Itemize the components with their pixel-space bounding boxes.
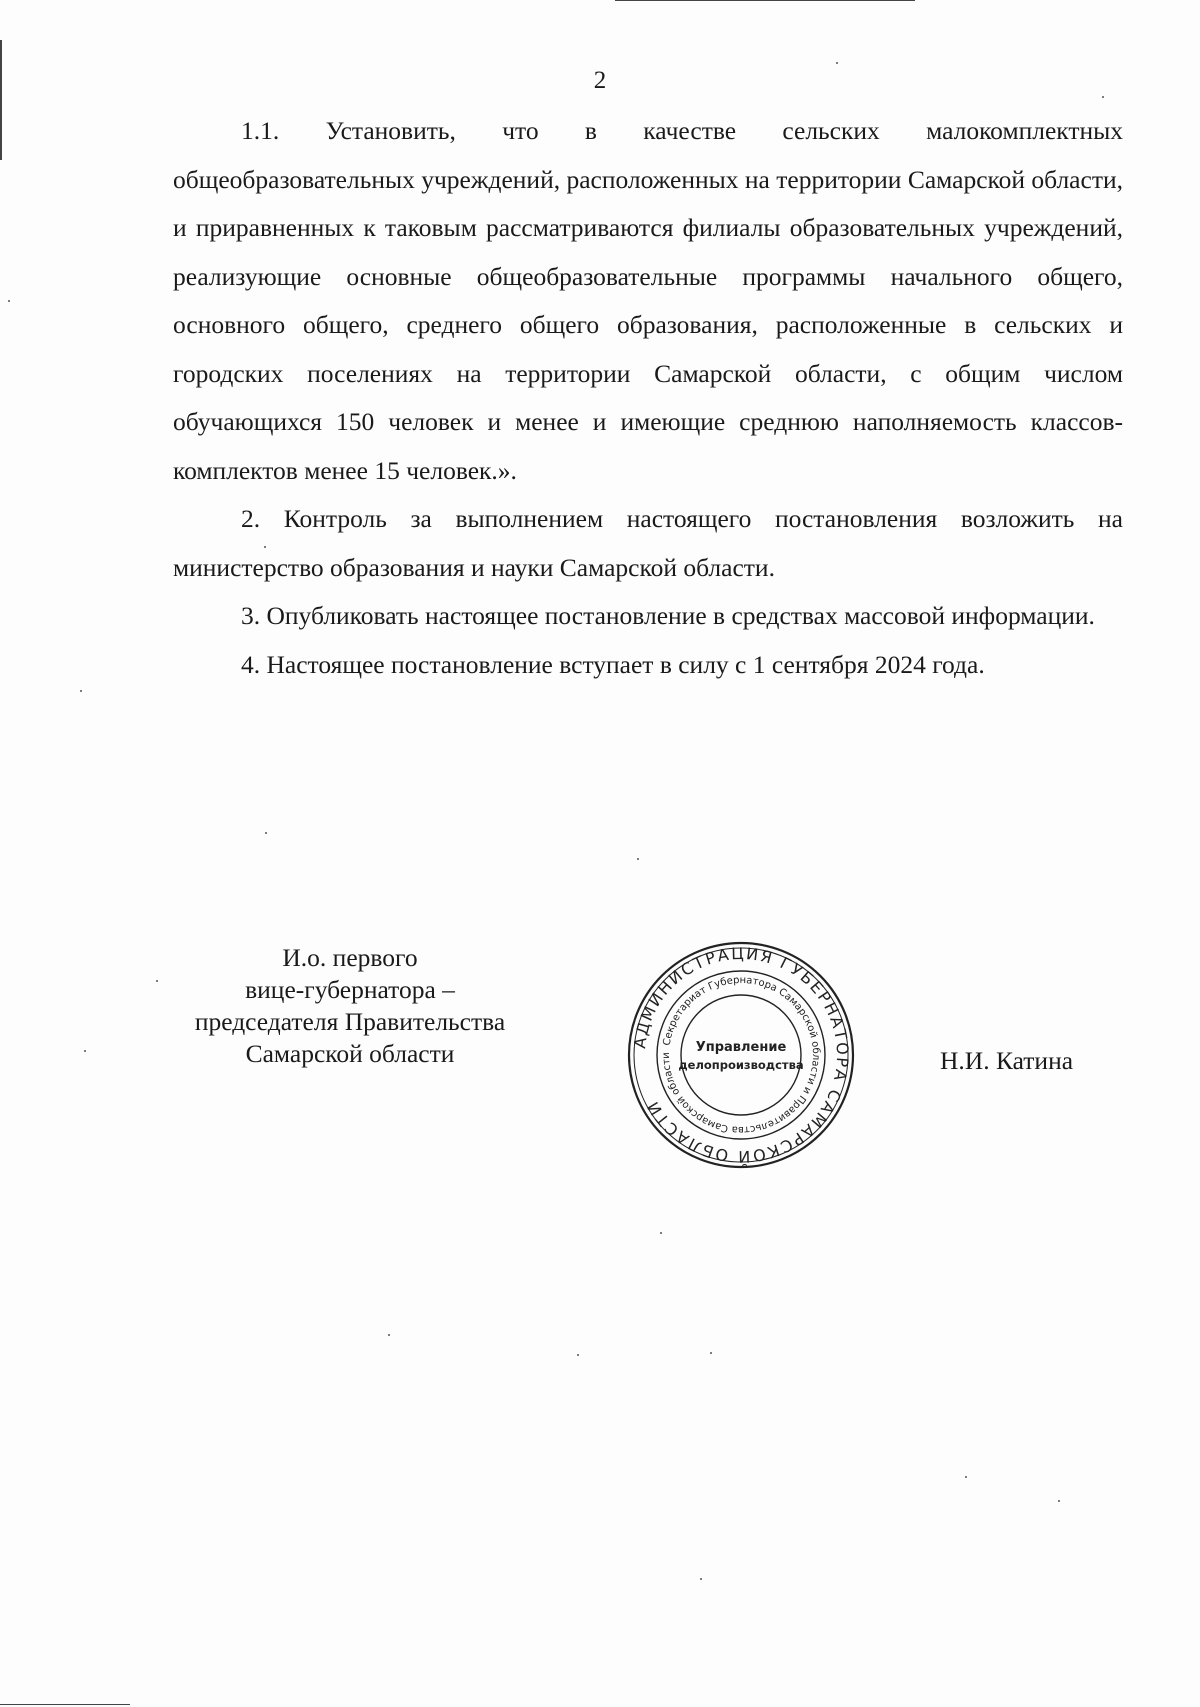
scan-speck (577, 1354, 579, 1356)
signatory-title-line: И.о. первого (282, 943, 418, 972)
signatory-title (150, 942, 550, 1070)
scan-speck (700, 1578, 702, 1580)
scan-edge-top (615, 0, 915, 1)
scan-speck (264, 546, 266, 548)
paragraph-1-1: 1.1. Установить, что в качестве сельских малокомплектных общеобразовательных учреждений, расположенных на территории Самарской области, и приравненных к таковым рассматриваются филиалы образовательных учреждений, реализующие основные общеобразовательные программы начального общего, основного общего, среднего общего образования, расположенные в сельских и городских поселениях на территории Самарской области, с общим числом обучающихся 150 человек и менее и имеющие среднюю наполняемость классов-комплектов менее 15 человек.». (173, 116, 1123, 485)
scan-speck (710, 1352, 712, 1354)
scan-speck (637, 858, 639, 860)
scan-speck (660, 1232, 662, 1234)
paragraph-2: 2. Контроль за выполнением настоящего постановления возложить на министерство образования и науки Самарской области. (173, 504, 1123, 582)
scan-edge-left (0, 40, 2, 160)
document-body (173, 107, 1123, 689)
signatory-title-line: Самарской области (245, 1039, 455, 1068)
scan-speck (265, 832, 267, 834)
paragraph-3: 3. Опубликовать настоящее постановление в средствах массовой информации. (241, 601, 1095, 630)
signatory-title-line: вице-губернатора – (245, 975, 455, 1004)
scan-edge-bottom (0, 1704, 130, 1705)
scan-speck (965, 1476, 967, 1478)
scan-speck (156, 980, 158, 982)
paragraph-4: 4. Настоящее постановление вступает в силу с 1 сентября 2024 года. (241, 649, 985, 679)
scan-speck (8, 300, 10, 302)
scan-speck (836, 62, 838, 64)
svg-text:Секретариат Губернатора Самарс: Секретариат Губернатора Самарской области и Правительства Самарской области (660, 974, 822, 1136)
svg-text:АДМИНИСТРАЦИЯ ГУБЕРНАТОРА САМА: АДМИНИСТРАЦИЯ ГУБЕРНАТОРА САМАРСКОЙ ОБЛАСТИ (630, 943, 853, 1167)
page-number: 2 (593, 67, 607, 94)
official-seal-stamp (624, 938, 858, 1172)
svg-text:делопроизводства: делопроизводства (678, 1058, 804, 1072)
scan-speck (1102, 96, 1104, 98)
scan-speck (1058, 1500, 1060, 1502)
signatory-title-line: председателя Правительства (194, 1007, 506, 1036)
signatory-name: Н.И. Катина (940, 1046, 1074, 1075)
svg-text:Управление: Управление (695, 1040, 787, 1055)
scan-speck (80, 690, 82, 692)
scan-speck (388, 1334, 390, 1336)
scan-speck (84, 1050, 86, 1052)
